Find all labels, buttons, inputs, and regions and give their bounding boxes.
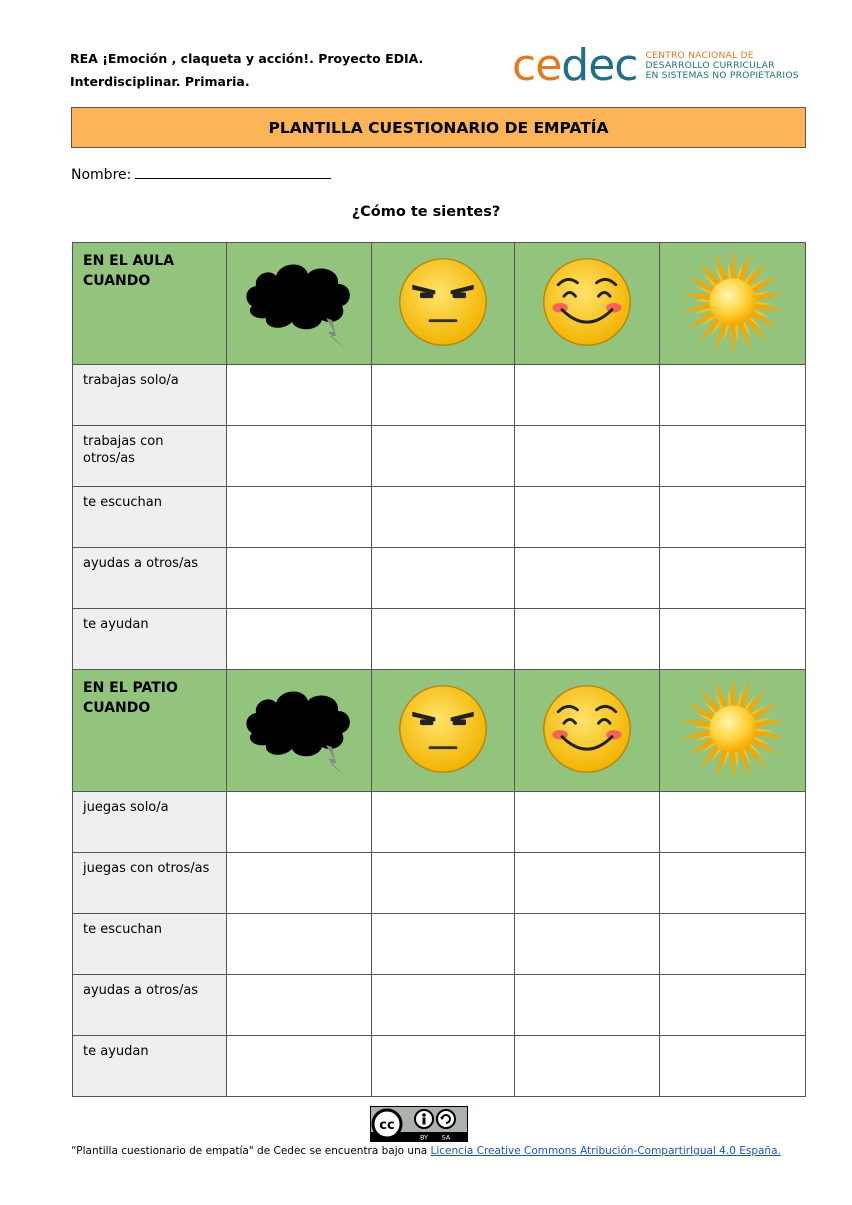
answer-cell[interactable] (372, 609, 515, 670)
answer-cell[interactable] (515, 1036, 660, 1097)
table-row (73, 792, 806, 853)
answer-cell[interactable] (372, 548, 515, 609)
table-row (73, 365, 806, 426)
table-row (73, 1036, 806, 1097)
answer-cell[interactable] (515, 975, 660, 1036)
answer-cell[interactable] (372, 975, 515, 1036)
situation-label: te ayudan (73, 609, 227, 670)
answer-cell[interactable] (515, 609, 660, 670)
answer-cell[interactable] (515, 792, 660, 853)
cedec-logo-word (512, 40, 638, 91)
emotion-column-header (227, 670, 372, 792)
answer-cell[interactable] (372, 853, 515, 914)
annoyed-face-icon (395, 335, 491, 354)
emotion-column-header (660, 243, 806, 365)
answer-cell[interactable] (515, 426, 660, 487)
storm-cloud-icon (244, 337, 354, 356)
table-row (73, 487, 806, 548)
logo-word-part-b: dec (561, 40, 638, 91)
answer-cell[interactable] (660, 548, 806, 609)
answer-cell[interactable] (227, 914, 372, 975)
cc-sa-label: SA (441, 1133, 451, 1142)
emotion-column-header (372, 670, 515, 792)
answer-cell[interactable] (660, 792, 806, 853)
answer-cell[interactable] (372, 426, 515, 487)
answer-cell[interactable] (227, 426, 372, 487)
answer-cell[interactable] (227, 365, 372, 426)
license-footer (0, 1145, 852, 1157)
logo-sub-line-3: EN SISTEMAS NO PROPIETARIOS (645, 70, 799, 81)
situation-label: ayudas a otros/as (73, 548, 227, 609)
answer-cell[interactable] (660, 609, 806, 670)
answer-cell[interactable] (515, 487, 660, 548)
header-line-2: Interdisciplinar. Primaria. (70, 74, 250, 89)
storm-cloud-icon (244, 764, 354, 783)
cedec-logo-subtitle (645, 51, 798, 81)
table-row (73, 609, 806, 670)
table-row (73, 548, 806, 609)
answer-cell[interactable] (660, 853, 806, 914)
answer-cell[interactable] (227, 1036, 372, 1097)
page-title: PLANTILLA CUESTIONARIO DE EMPATÍA (71, 107, 806, 148)
sun-icon (677, 770, 789, 789)
section-header-row (73, 670, 806, 792)
empathy-table (72, 242, 806, 1097)
answer-cell[interactable] (660, 487, 806, 548)
nombre-label: Nombre: (71, 167, 132, 183)
nombre-field (71, 165, 331, 183)
situation-label: trabajas con otros/as (73, 426, 227, 487)
situation-label: te ayudan (73, 1036, 227, 1097)
answer-cell[interactable] (660, 1036, 806, 1097)
license-footer-text: “Plantilla cuestionario de empatía" de Cedec se encuentra bajo una (71, 1145, 428, 1157)
section-header-row (73, 243, 806, 365)
answer-cell[interactable] (660, 426, 806, 487)
situation-label: trabajas solo/a (73, 365, 227, 426)
answer-cell[interactable] (660, 365, 806, 426)
logo-sub-line-2: DESARROLLO CURRICULAR (645, 60, 775, 71)
happy-face-icon (539, 335, 635, 354)
situation-label: ayudas a otros/as (73, 975, 227, 1036)
cc-by-sa-badge (370, 1106, 468, 1146)
answer-cell[interactable] (515, 853, 660, 914)
answer-cell[interactable] (372, 365, 515, 426)
answer-cell[interactable] (660, 914, 806, 975)
answer-cell[interactable] (227, 548, 372, 609)
emotion-column-header (372, 243, 515, 365)
table-row (73, 853, 806, 914)
section-heading: EN EL PATIO CUANDO (73, 670, 227, 792)
answer-cell[interactable] (227, 792, 372, 853)
logo-word-part-a: ce (512, 40, 562, 91)
situation-label: juegas solo/a (73, 792, 227, 853)
emotion-column-header (660, 670, 806, 792)
answer-cell[interactable] (227, 975, 372, 1036)
situation-label: te escuchan (73, 487, 227, 548)
answer-cell[interactable] (372, 914, 515, 975)
emotion-column-header (227, 243, 372, 365)
table-row (73, 426, 806, 487)
table-row (73, 914, 806, 975)
emotion-column-header (515, 243, 660, 365)
answer-cell[interactable] (372, 792, 515, 853)
annoyed-face-icon (395, 762, 491, 781)
answer-cell[interactable] (515, 548, 660, 609)
answer-cell[interactable] (227, 609, 372, 670)
answer-cell[interactable] (227, 853, 372, 914)
situation-label: juegas con otros/as (73, 853, 227, 914)
table-row (73, 975, 806, 1036)
answer-cell[interactable] (515, 914, 660, 975)
cedec-logo (512, 40, 799, 91)
answer-cell[interactable] (372, 1036, 515, 1097)
answer-cell[interactable] (372, 487, 515, 548)
question-heading: ¿Cómo te sientes? (351, 204, 501, 220)
document-header (70, 47, 423, 93)
cc-by-label: BY (419, 1133, 429, 1142)
license-link[interactable]: Licencia Creative Commons Atribución-CompartirIgual 4.0 España. (430, 1145, 781, 1157)
header-line-1: REA ¡Emoción , claqueta y acción!. Proyecto EDIA. (70, 51, 424, 66)
answer-cell[interactable] (660, 975, 806, 1036)
answer-cell[interactable] (515, 365, 660, 426)
cc-mark: cc (379, 1118, 395, 1133)
answer-cell[interactable] (227, 487, 372, 548)
logo-sub-line-1: CENTRO NACIONAL DE (645, 50, 754, 61)
nombre-blank-line[interactable] (135, 165, 331, 179)
emotion-column-header (515, 670, 660, 792)
section-heading: EN EL AULA CUANDO (73, 243, 227, 365)
happy-face-icon (539, 762, 635, 781)
situation-label: te escuchan (73, 914, 227, 975)
sun-icon (677, 343, 789, 362)
